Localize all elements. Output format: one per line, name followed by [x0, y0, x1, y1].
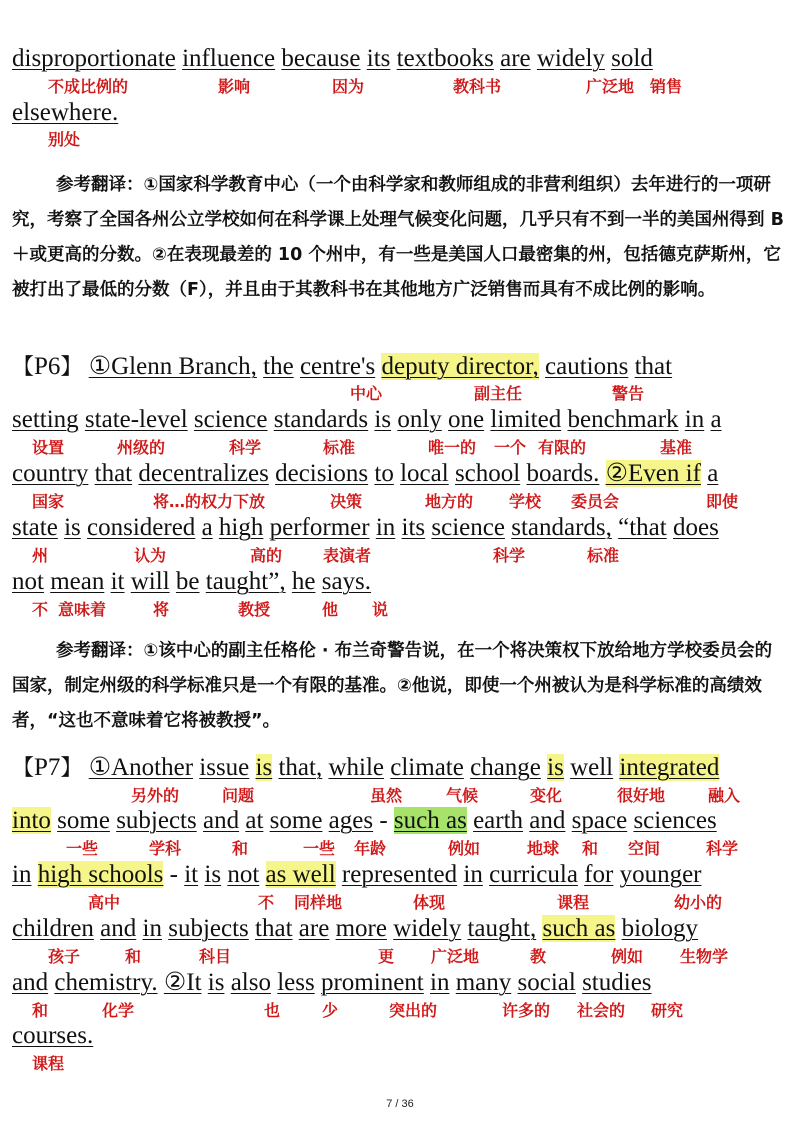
english-word: less — [277, 969, 315, 996]
english-line — [12, 459, 786, 489]
english-word: issue — [199, 754, 250, 781]
chinese-gloss: 广泛地 — [586, 77, 635, 96]
english-word: deputy director, — [381, 353, 539, 380]
chinese-gloss: 气候 — [446, 786, 479, 805]
english-word: decentralizes — [138, 460, 269, 487]
english-line — [12, 567, 786, 597]
chinese-gloss: 突出的 — [389, 1001, 438, 1020]
translation-text: 参考翻译：①国家科学教育中心（一个由科学家和教师组成的非营利组织）去年进行的一项研究，考察了全国各州公立学校如何在科学课上处理气候变化问题，几乎只有不到一半的美国州得到 B＋或更高的分数。②在表现最差的 10 个州中，有一些是美国人口最密集的州，包括德克萨斯州，它被打出了最低的分数（F），并且由于其教科书在其他地方广泛销售而具有不成比例的影响。 — [12, 175, 784, 300]
chinese-gloss: 教授 — [238, 600, 271, 619]
gloss-line — [0, 838, 800, 860]
chinese-gloss: 销售 — [650, 77, 683, 96]
english-word: that, — [278, 754, 323, 781]
english-line — [12, 860, 786, 890]
chinese-gloss: 科学 — [706, 839, 739, 858]
english-word: standards — [273, 406, 369, 433]
english-word: elsewhere. — [12, 99, 119, 126]
chinese-gloss: 认为 — [134, 546, 167, 565]
chinese-gloss: 教科书 — [453, 77, 502, 96]
english-word: integrated — [619, 754, 720, 781]
english-word: some — [269, 807, 323, 834]
english-word: limited — [490, 406, 562, 433]
english-word: because — [281, 45, 361, 72]
chinese-gloss: 不 — [32, 600, 49, 619]
english-word: a — [707, 460, 719, 487]
english-word: taught, — [467, 915, 537, 942]
english-word: and — [529, 807, 566, 834]
chinese-gloss: 高中 — [88, 893, 121, 912]
english-word: “that — [618, 514, 667, 541]
english-word: its — [401, 514, 426, 541]
english-word: chemistry. — [54, 969, 158, 996]
chinese-gloss: 社会的 — [577, 1001, 626, 1020]
english-word: in — [463, 861, 483, 888]
translation-text: 参考翻译：①该中心的副主任格伦 · 布兰奇警告说，在一个将决策权下放给地方学校委员会的国家，制定州级的科学标准只是一个有限的基准。②他说，即使一个州被认为是科学标准的高绩效者，“这也不意味着它将被教授”。 — [12, 641, 773, 731]
chinese-gloss: 体现 — [413, 893, 446, 912]
english-line — [12, 513, 786, 543]
gloss-line — [0, 383, 800, 405]
english-word: many — [455, 969, 512, 996]
chinese-gloss: 广泛地 — [431, 947, 480, 966]
chinese-gloss: 许多的 — [502, 1001, 551, 1020]
page-number: 7 / 36 — [386, 1098, 414, 1110]
english-line — [12, 1021, 786, 1051]
english-word: courses. — [12, 1022, 94, 1049]
chinese-gloss: 即使 — [706, 492, 739, 511]
english-word: ①Glenn Branch, — [88, 353, 257, 380]
gloss-line — [0, 437, 800, 459]
english-word: be — [175, 568, 200, 595]
chinese-gloss: 融入 — [708, 786, 741, 805]
english-word: space — [571, 807, 628, 834]
chinese-gloss: 孩子 — [48, 947, 81, 966]
english-word: and — [12, 969, 49, 996]
gloss-line — [0, 76, 800, 98]
chinese-gloss: 委员会 — [571, 492, 620, 511]
english-word: earth — [473, 807, 524, 834]
english-word: centre's — [299, 353, 376, 380]
english-word: boards. — [526, 460, 600, 487]
english-word: says. — [321, 568, 372, 595]
chinese-gloss: 更 — [378, 947, 395, 966]
english-word: more — [335, 915, 387, 942]
chinese-gloss: 中心 — [350, 384, 383, 403]
english-line — [12, 914, 786, 944]
english-word: only — [397, 406, 442, 433]
english-word: in — [12, 861, 32, 888]
english-word: state-level — [84, 406, 188, 433]
english-word: ages — [328, 807, 374, 834]
chinese-gloss: 副主任 — [474, 384, 523, 403]
english-word: such as — [393, 807, 467, 834]
chinese-gloss: 有限的 — [538, 438, 587, 457]
english-word: standards, — [511, 514, 612, 541]
english-word: that — [255, 915, 293, 942]
chinese-gloss: 空间 — [628, 839, 661, 858]
english-word: also — [230, 969, 271, 996]
chinese-gloss: 和 — [125, 947, 142, 966]
english-word: is — [64, 514, 81, 541]
chinese-gloss: 警告 — [612, 384, 645, 403]
english-word: influence — [182, 45, 276, 72]
english-word: sold — [611, 45, 653, 72]
english-word: into — [12, 807, 51, 834]
english-word: is — [255, 754, 273, 781]
english-word: prominent — [320, 969, 424, 996]
english-word: science — [193, 406, 268, 433]
english-word: disproportionate — [12, 45, 176, 72]
english-line — [12, 753, 786, 784]
chinese-gloss: 课程 — [32, 1054, 65, 1073]
chinese-gloss: 另外的 — [131, 786, 180, 805]
chinese-gloss: 科学 — [493, 546, 526, 565]
chinese-gloss: 标准 — [587, 546, 620, 565]
english-word: its — [366, 45, 391, 72]
chinese-gloss: 州级的 — [117, 438, 166, 457]
paragraph-marker: 【P7】 — [12, 754, 83, 781]
english-word: decisions — [275, 460, 369, 487]
english-word: state — [12, 514, 58, 541]
chinese-gloss: 年龄 — [354, 839, 387, 858]
gloss-line — [0, 785, 800, 807]
english-word: taught”, — [205, 568, 286, 595]
chinese-gloss: 基准 — [660, 438, 693, 457]
english-word: in — [430, 969, 450, 996]
english-word: a — [710, 406, 722, 433]
chinese-gloss: 表演者 — [323, 546, 372, 565]
chinese-gloss: 生物学 — [680, 947, 729, 966]
english-word: studies — [582, 969, 652, 996]
english-word: that — [94, 460, 133, 487]
chinese-gloss: 不 — [258, 893, 275, 912]
english-word: climate — [390, 754, 464, 781]
english-word: are — [500, 45, 531, 72]
reference-translation-2 — [12, 634, 784, 739]
english-word: it — [184, 861, 199, 888]
english-word: some — [57, 807, 110, 834]
chinese-gloss: 一些 — [66, 839, 99, 858]
english-word: and — [100, 915, 137, 942]
chinese-gloss: 例如 — [611, 947, 644, 966]
gloss-line — [0, 892, 800, 914]
english-word: while — [328, 754, 385, 781]
english-word: one — [448, 406, 485, 433]
paragraph-marker: 【P6】 — [12, 353, 83, 380]
english-word: setting — [12, 406, 79, 433]
english-word: is — [374, 406, 392, 433]
chinese-gloss: 学科 — [149, 839, 182, 858]
chinese-gloss: 唯一的 — [428, 438, 477, 457]
gloss-line — [0, 491, 800, 513]
english-word: subjects — [116, 807, 197, 834]
english-word: ①Another — [88, 754, 194, 781]
english-word: curricula — [489, 861, 578, 888]
chinese-gloss: 高的 — [250, 546, 283, 565]
english-word: he — [291, 568, 316, 595]
english-word: mean — [50, 568, 105, 595]
english-word: as well — [265, 861, 336, 888]
english-line — [12, 806, 786, 836]
english-word: biology — [621, 915, 699, 942]
english-word: ②Even if — [605, 460, 701, 487]
chinese-gloss: 一些 — [303, 839, 336, 858]
chinese-gloss: 和 — [582, 839, 599, 858]
english-word: at — [245, 807, 264, 834]
gloss-line — [0, 946, 800, 968]
chinese-gloss: 标准 — [323, 438, 356, 457]
gloss-line — [0, 1000, 800, 1022]
english-word: is — [547, 754, 564, 781]
english-word: not — [227, 861, 260, 888]
english-word: science — [431, 514, 505, 541]
english-word: for — [584, 861, 614, 888]
english-word: change — [470, 754, 541, 781]
english-word: textbooks — [396, 45, 494, 72]
english-word: country — [12, 460, 89, 487]
gloss-line — [0, 599, 800, 621]
english-word: local — [400, 460, 449, 487]
english-word: to — [374, 460, 394, 487]
chinese-gloss: 因为 — [332, 77, 365, 96]
chinese-gloss: 设置 — [32, 438, 65, 457]
chinese-gloss: 别处 — [48, 130, 81, 149]
english-word: high — [218, 514, 264, 541]
english-word: well — [570, 754, 614, 781]
gloss-line — [0, 1053, 800, 1075]
chinese-gloss: 和 — [232, 839, 249, 858]
english-line — [12, 968, 786, 998]
english-word: sciences — [633, 807, 717, 834]
english-line — [12, 405, 786, 435]
chinese-gloss: 州 — [32, 546, 49, 565]
english-word: it — [110, 568, 125, 595]
gloss-line — [0, 129, 800, 151]
english-word: subjects — [168, 915, 249, 942]
english-word: and — [202, 807, 240, 834]
chinese-gloss: 问题 — [222, 786, 255, 805]
english-word: the — [263, 353, 294, 380]
english-word: is — [204, 861, 222, 888]
english-word: is — [207, 969, 225, 996]
chinese-gloss: 也 — [264, 1001, 281, 1020]
chinese-gloss: 说 — [372, 600, 389, 619]
chinese-gloss: 研究 — [651, 1001, 684, 1020]
english-word: widely — [536, 45, 605, 72]
chinese-gloss: 少 — [322, 1001, 339, 1020]
chinese-gloss: 教 — [530, 947, 547, 966]
english-word: performer — [269, 514, 370, 541]
chinese-gloss: 地方的 — [425, 492, 474, 511]
english-word: school — [454, 460, 521, 487]
english-word: social — [517, 969, 576, 996]
chinese-gloss: 幼小的 — [674, 893, 723, 912]
english-word: younger — [619, 861, 702, 888]
english-word: benchmark — [567, 406, 679, 433]
english-word: will — [130, 568, 170, 595]
chinese-gloss: 不成比例的 — [48, 77, 129, 96]
chinese-gloss: 同样地 — [294, 893, 343, 912]
chinese-gloss: 例如 — [448, 839, 481, 858]
chinese-gloss: 科目 — [199, 947, 232, 966]
chinese-gloss: 地球 — [527, 839, 560, 858]
chinese-gloss: 决策 — [330, 492, 363, 511]
chinese-gloss: 国家 — [32, 492, 65, 511]
english-word: does — [672, 514, 719, 541]
chinese-gloss: 将…的权力下放 — [153, 492, 266, 511]
chinese-gloss: 一个 — [494, 438, 527, 457]
chinese-gloss: 很好地 — [617, 786, 666, 805]
english-word: - — [169, 861, 178, 888]
english-word: ②It — [163, 969, 202, 996]
english-word: that — [634, 353, 673, 380]
english-word: in — [684, 406, 705, 433]
chinese-gloss: 他 — [322, 600, 339, 619]
chinese-gloss: 科学 — [229, 438, 262, 457]
english-word: are — [298, 915, 330, 942]
english-line — [12, 44, 786, 74]
english-line — [12, 98, 786, 128]
english-word: high schools — [37, 861, 164, 888]
chinese-gloss: 意味着 — [58, 600, 107, 619]
chinese-gloss: 化学 — [102, 1001, 135, 1020]
english-word: a — [201, 514, 213, 541]
english-word: represented — [341, 861, 458, 888]
chinese-gloss: 和 — [32, 1001, 49, 1020]
english-line — [12, 352, 786, 383]
gloss-line — [0, 545, 800, 567]
english-word: such as — [542, 915, 616, 942]
english-word: in — [375, 514, 396, 541]
english-word: cautions — [545, 353, 629, 380]
chinese-gloss: 影响 — [218, 77, 251, 96]
chinese-gloss: 虽然 — [370, 786, 403, 805]
chinese-gloss: 将 — [153, 600, 170, 619]
english-word: - — [379, 807, 388, 834]
english-word: widely — [393, 915, 462, 942]
chinese-gloss: 变化 — [530, 786, 563, 805]
english-word: children — [12, 915, 94, 942]
chinese-gloss: 学校 — [509, 492, 542, 511]
english-word: not — [12, 568, 44, 595]
english-word: considered — [87, 514, 196, 541]
chinese-gloss: 课程 — [557, 893, 590, 912]
english-word: in — [142, 915, 162, 942]
reference-translation-1 — [12, 168, 784, 308]
